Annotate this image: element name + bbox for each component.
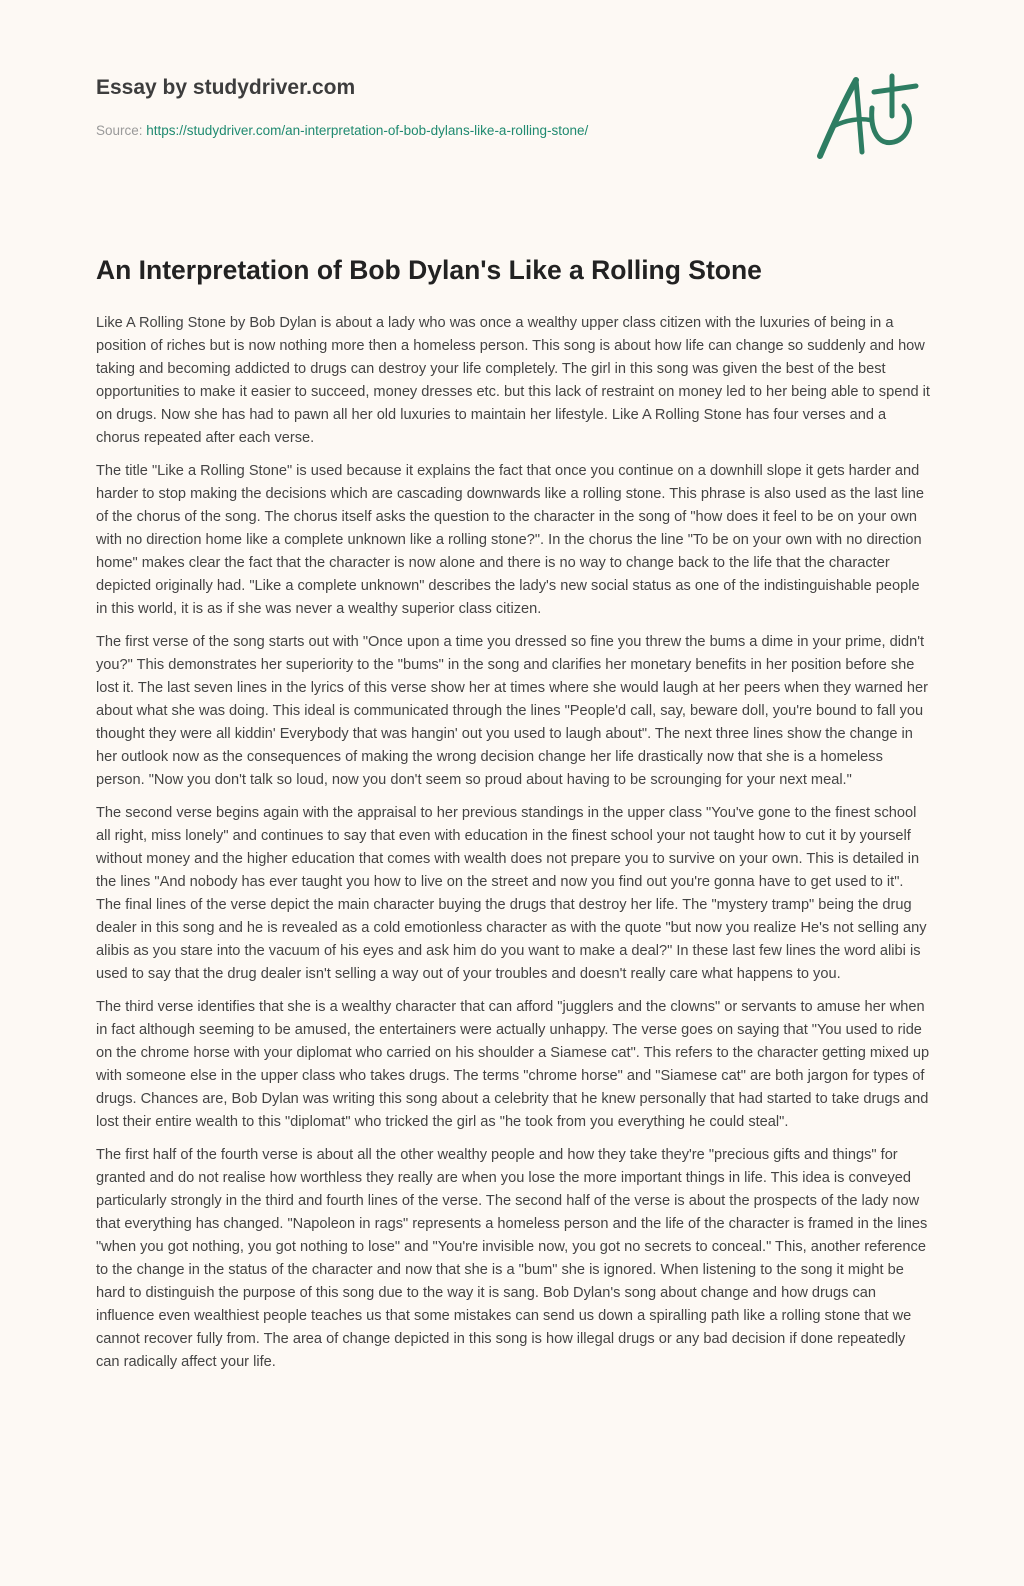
- essay-paragraph: The first half of the fourth verse is about all the other wealthy people and how they take they're "precious gifts and things" for granted and do not realise how worthless they really are when you lose the more important things in life. This idea is conveyed particularly strongly in the third and fourth lines of the verse. The second half of the verse is about the prospects of the lady now that everything has changed. "Napoleon in rags" represents a homeless person and the life of the character is framed in the lines "when you got nothing, you got nothing to lose" and "You're invisible now, you got no secrets to conceal." This, another reference to the change in the status of the character and now that she is a "bum" she is ignored. When listening to the song it might be hard to distinguish the purpose of this song due to the way it is sang. Bob Dylan's song about change and how drugs can influence even wealthiest people teaches us that some mistakes can send us down a spiralling path like a rolling stone that we cannot recover fully from. The area of change depicted in this song is how illegal drugs or any bad decision if done repeatedly can radically affect your life.: [96, 1147, 928, 1370]
- essay-paragraph: Like A Rolling Stone by Bob Dylan is about a lady who was once a wealthy upper class citizen with the luxuries of being in a position of riches but is now nothing more then a homeless person. This song is about how life can change so suddenly and how taking and becoming addicted to drugs can destroy your life completely. The girl in this song was given the best of the best opportunities to make it easier to succeed, money dresses etc. but this lack of restraint on money led to her being able to spend it on drugs. Now she has had to pawn all her old luxuries to maintain her lifestyle. Like A Rolling Stone has four verses and a chorus repeated after each verse.: [96, 315, 930, 446]
- source-line: [96, 122, 796, 140]
- essay-paragraph: The title "Like a Rolling Stone" is used because it explains the fact that once you continue on a downhill slope it gets harder and harder to stop making the decisions which are cascading downwards like a rolling stone. This phrase is also used as the last line of the chorus of the song. The chorus itself asks the question to the character in the song of "how does it feel to be on your own with no direction home like a complete unknown like a rolling stone?". In the chorus the line "To be on your own with no direction home" makes clear the fact that the character is now alone and there is no way to change back to the life that the character depicted originally had. "Like a complete unknown" describes the lady's new social status as one of the indistinguishable people in this world, it is as if she was never a wealthy superior class citizen.: [96, 463, 924, 617]
- page-header: [96, 74, 796, 140]
- source-link[interactable]: https://studydriver.com/an-interpretation-of-bob-dylans-like-a-rolling-stone/: [146, 123, 589, 138]
- essay-paragraph: The third verse identifies that she is a wealthy character that can afford "jugglers and the clowns" or servants to amuse her when in fact although seeming to be amused, the entertainers were actually unhappy. The verse goes on saying that "You used to ride on the chrome horse with your diplomat who carried on his shoulder a Siamese cat". This refers to the character getting mixed up with someone else in the upper class who takes drugs. The terms "chrome horse" and "Siamese cat" are both jargon for types of drugs. Chances are, Bob Dylan was writing this song about a celebrity that he knew personally that had started to take drugs and lost their entire wealth to this "diplomat" who tricked the girl as "he took from you everything he could steal".: [96, 999, 930, 1130]
- essay-paragraph: The second verse begins again with the appraisal to her previous standings in the upper class "You've gone to the finest school all right, miss lonely" and continues to say that even with education in the finest school your not taught how to cut it by yourself without money and the higher education that comes with wealth does not prepare you to survive on your own. This is detailed in the lines "And nobody has ever taught you how to live on the street and now you find out you're gonna have to get used to it". The final lines of the verse depict the main character buying the drugs that destroy her life. The "mystery tramp" being the drug dealer in this song and he is revealed as a cold emotionless character as with the quote "but now you realize He's not selling any alibis as you stare into the vacuum of his eyes and ask him do you want to make a deal?" In these last few lines the word alibi is used to say that the drug dealer isn't selling a way out of your troubles and doesn't really care what happens to you.: [96, 805, 927, 982]
- essay-body: [96, 312, 932, 1384]
- essay-paragraph: The first verse of the song starts out with "Once upon a time you dressed so fine you threw the bums a dime in your prime, didn't you?" This demonstrates her superiority to the "bums" in the song and clarifies her monetary benefits in her position before she lost it. The last seven lines in the lyrics of this verse show her at times where she would laugh at her peers when they warned her about what she was doing. This ideal is communicated through the lines "People'd call, say, beware doll, you're bound to fall you thought they were all kiddin' Everybody that was hangin' out you used to laugh about". The next three lines show the change in her outlook now as the consequences of making the wrong decision change her life drastically now that she is a homeless person. "Now you don't talk so loud, now you don't seem so proud about having to be scrounging for your next meal.": [96, 634, 928, 788]
- site-title: Essay by studydriver.com: [96, 76, 356, 99]
- source-label: Source:: [96, 123, 147, 138]
- a-plus-logo-icon: [812, 68, 924, 168]
- essay-title: An Interpretation of Bob Dylan's Like a Rolling Stone: [96, 255, 762, 285]
